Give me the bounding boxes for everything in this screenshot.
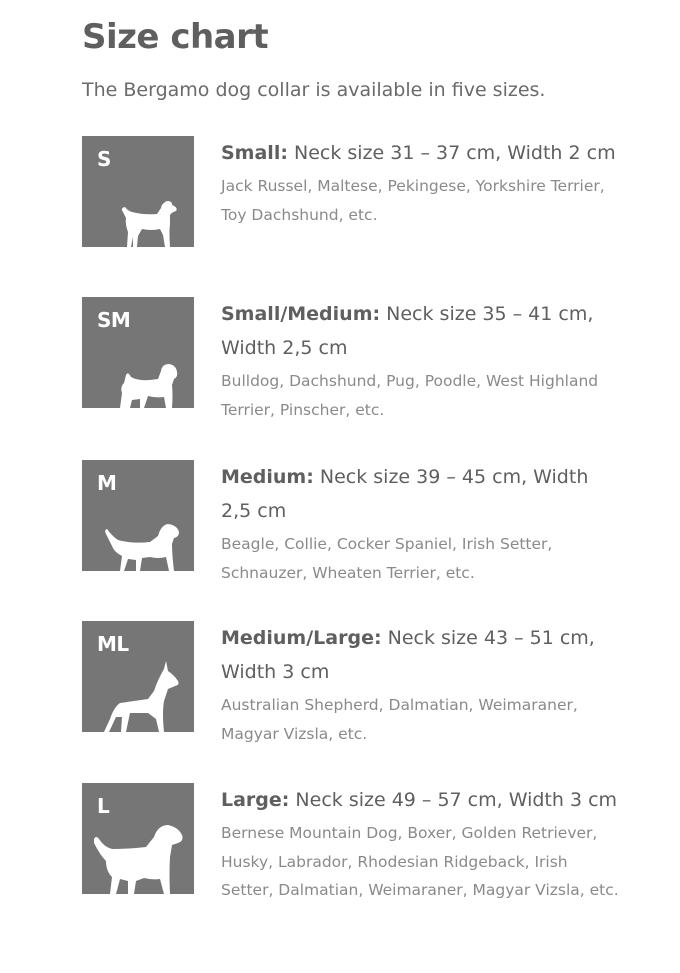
size-heading [221,460,621,528]
size-spec: Neck size 39 – 45 cm, Width 2,5 cm [221,466,589,522]
doberman-dog-icon [82,621,194,732]
size-details [221,621,621,748]
size-badge-large [82,783,194,894]
size-name: Small: [221,142,288,164]
medium-dog-icon [82,460,194,571]
size-spec: Neck size 43 – 51 cm, Width 3 cm [221,627,595,683]
size-heading [221,136,621,170]
size-heading [221,621,621,689]
intro-text: The Bergamo dog collar is available in five sizes. [82,79,546,101]
size-heading [221,297,621,365]
size-details [221,783,621,905]
size-name: Small/Medium: [221,303,381,325]
terrier-dog-icon [82,297,194,408]
size-name: Large: [221,789,290,811]
breed-list: Australian Shepherd, Dalmatian, Weimaraner, Magyar Vizsla, etc. [221,696,578,743]
size-code: M [97,471,117,495]
size-code: SM [97,308,131,332]
size-code: S [97,147,111,171]
size-badge-medium-large [82,621,194,732]
breed-list: Jack Russel, Maltese, Pekingese, Yorkshire Terrier, Toy Dachshund, etc. [221,177,605,224]
size-spec: Neck size 49 – 57 cm, Width 3 cm [289,789,618,811]
large-dog-icon [82,783,194,894]
size-details [221,460,621,587]
size-code: L [97,794,110,818]
size-name: Medium: [221,466,314,488]
breed-list: Bernese Mountain Dog, Boxer, Golden Retriever, Husky, Labrador, Rhodesian Ridgeback, Irish Setter, Dalmatian, Weimaraner, Magyar Vizsla, etc. [221,824,619,899]
size-badge-small-medium [82,297,194,408]
small-dog-icon [82,136,194,247]
breed-list: Beagle, Collie, Cocker Spaniel, Irish Setter, Schnauzer, Wheaten Terrier, etc. [221,535,553,582]
size-badge-medium [82,460,194,571]
size-details [221,136,621,229]
size-heading [221,783,621,817]
size-badge-small [82,136,194,247]
size-details [221,297,621,424]
size-code: ML [97,632,129,656]
page-title: Size chart [82,17,269,57]
size-spec: Neck size 31 – 37 cm, Width 2 cm [287,142,616,164]
size-spec: Neck size 35 – 41 cm, Width 2,5 cm [221,303,594,359]
breed-list: Bulldog, Dachshund, Pug, Poodle, West Highland Terrier, Pinscher, etc. [221,372,599,419]
size-name: Medium/Large: [221,627,382,649]
